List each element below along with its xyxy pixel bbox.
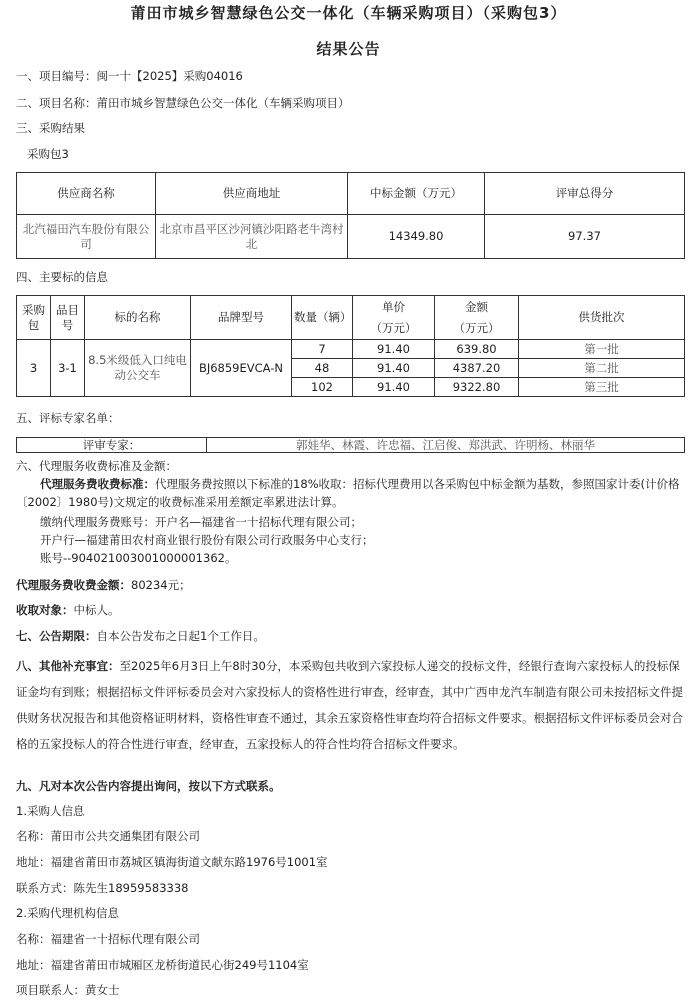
result-table [16, 172, 685, 259]
item-batch: 第一批 [519, 340, 685, 359]
item-batch: 第三批 [519, 378, 685, 397]
col-quantity: 数量（辆） [292, 296, 353, 340]
experts-label: 评审专家： [17, 438, 207, 453]
buyer-address: 地址：福建省莆田市荔城区镇海街道文献东路1976号1001室 [16, 855, 328, 869]
experts-table [16, 437, 685, 453]
col-item-number: 品目号 [51, 296, 85, 340]
amount-unit: （万元） [453, 320, 500, 335]
amount-label: 金额 [465, 299, 488, 314]
other-matters-paragraph [16, 653, 688, 757]
col-bid-amount: 中标金额（万元） [348, 173, 485, 215]
table-row [17, 215, 685, 259]
project-number-value: 闽一十【2025】采购04016 [96, 69, 243, 83]
result-heading: 三、采购结果 [16, 121, 85, 135]
contact-heading: 九、凡对本次公告内容提出询问，按以下方式联系。 [16, 779, 281, 793]
page-subtitle: 结果公告 [316, 40, 381, 58]
account-line-3: 账号--904021003001000001362。 [40, 551, 237, 565]
item-package: 3 [17, 340, 51, 397]
table-row [17, 340, 685, 359]
notice-period-label: 七、公告期限： [16, 629, 97, 643]
experts-heading: 五、评标专家名单： [16, 411, 120, 425]
agent-contact: 项目联系人：黄女士 [16, 983, 120, 997]
item-name: 8.5米级低入口纯电动公交车 [85, 340, 191, 397]
unit-price-label: 单价 [382, 299, 405, 314]
supplier-address: 北京市昌平区沙河镇沙阳路老牛湾村北 [156, 215, 348, 259]
fee-amount-value: 80234元； [131, 578, 191, 592]
col-item-name: 标的名称 [85, 296, 191, 340]
col-amount [435, 296, 519, 340]
experts-list: 郭娃华、林霞、许忠福、江启俊、郑洪武、许明杨、林丽华 [207, 438, 685, 453]
account-line-2: 开户行—福建莆田农村商业银行股份有限公司行政服务中心支行； [40, 533, 374, 547]
col-batch: 供货批次 [519, 296, 685, 340]
project-name-label: 二、项目名称： [16, 96, 97, 110]
agent-name: 名称：福建省一十招标代理有限公司 [16, 932, 200, 946]
items-table-header [17, 296, 685, 340]
col-unit-price [353, 296, 435, 340]
project-number-label: 一、项目编号： [16, 69, 97, 83]
fee-payer-value: 中标人。 [73, 603, 120, 617]
notice-period-line [16, 628, 265, 644]
item-number: 3-1 [51, 340, 85, 397]
project-name-value: 莆田市城乡智慧绿色公交一体化（车辆采购项目） [96, 96, 350, 110]
bid-amount: 14349.80 [348, 215, 485, 259]
fee-amount-line [16, 577, 191, 593]
total-score: 97.37 [485, 215, 685, 259]
result-table-header [17, 173, 685, 215]
buyer-info-title: 1.采购人信息 [16, 804, 85, 818]
other-matters-label: 八、其他补充事宜： [16, 659, 120, 673]
item-amount: 639.80 [435, 340, 519, 359]
fee-amount-label: 代理服务费收费金额： [16, 578, 131, 592]
items-table [16, 295, 685, 397]
item-price: 91.40 [353, 340, 435, 359]
main-items-heading: 四、主要标的信息 [16, 270, 108, 284]
item-brand: BJ6859EVCA-N [191, 340, 292, 397]
package-label: 采购包3 [27, 147, 69, 161]
fee-standard-label: 代理服务费收费标准： [40, 477, 155, 491]
supplier-name: 北汽福田汽车股份有限公司 [17, 215, 156, 259]
project-name-line [16, 95, 350, 111]
item-qty: 102 [292, 378, 353, 397]
buyer-name: 名称：莆田市公共交通集团有限公司 [16, 829, 200, 843]
other-matters-text: 至2025年6月3日上午8时30分，本采购包共收到六家投标人递交的投标文件，经银行查询六家投标人的投标保证金均有到账；根据招标文件评标委员会对六家投标人的资格性进行审查，经审查，其中广西申龙汽车制造有限公司未按招标文件提供财务状况报告和其他资格证明材料，资格性审查不通过，其余五家资格性审查均符合招标文件要求。根据招标文件评标委员会对合格的五家投标人的符合性进行审查，经审查，五家投标人的符合性均符合招标文件要求。 [16, 659, 683, 751]
col-score: 评审总得分 [485, 173, 685, 215]
notice-period-value: 自本公告发布之日起1个工作日。 [96, 629, 265, 643]
account-line-1: 缴纳代理服务费账号：开户名—福建省一十招标代理有限公司； [40, 515, 362, 529]
fee-payer-line [16, 602, 120, 618]
fee-payer-label: 收取对象： [16, 603, 74, 617]
table-row [17, 438, 685, 453]
item-batch: 第二批 [519, 359, 685, 378]
col-supplier-name: 供应商名称 [17, 173, 156, 215]
col-brand-model: 品牌型号 [191, 296, 292, 340]
unit-price-unit: （万元） [370, 320, 417, 335]
col-package: 采购包 [17, 296, 51, 340]
fee-standard-text: 代理服务费按照以下标准的18%收取：招标代理费用以各采购包中标金额为基数，参照国家计委(计价格〔2002〕1980号)文规定的收费标准采用差额定率累进法计算。 [16, 477, 680, 509]
page-title: 莆田市城乡智慧绿色公交一体化（车辆采购项目）（采购包3） [130, 4, 567, 22]
agent-info-title: 2.采购代理机构信息 [16, 906, 119, 920]
item-price: 91.40 [353, 359, 435, 378]
agent-address: 地址：福建省莆田市城厢区龙桥街道民心街249号1104室 [16, 958, 309, 972]
fee-standard-paragraph [16, 475, 688, 511]
buyer-contact: 联系方式：陈先生18959583338 [16, 881, 189, 895]
col-supplier-address: 供应商地址 [156, 173, 348, 215]
item-amount: 4387.20 [435, 359, 519, 378]
item-price: 91.40 [353, 378, 435, 397]
item-qty: 7 [292, 340, 353, 359]
project-number-line [16, 68, 243, 84]
item-amount: 9322.80 [435, 378, 519, 397]
item-qty: 48 [292, 359, 353, 378]
agency-fee-heading: 六、代理服务收费标准及金额： [16, 459, 177, 473]
